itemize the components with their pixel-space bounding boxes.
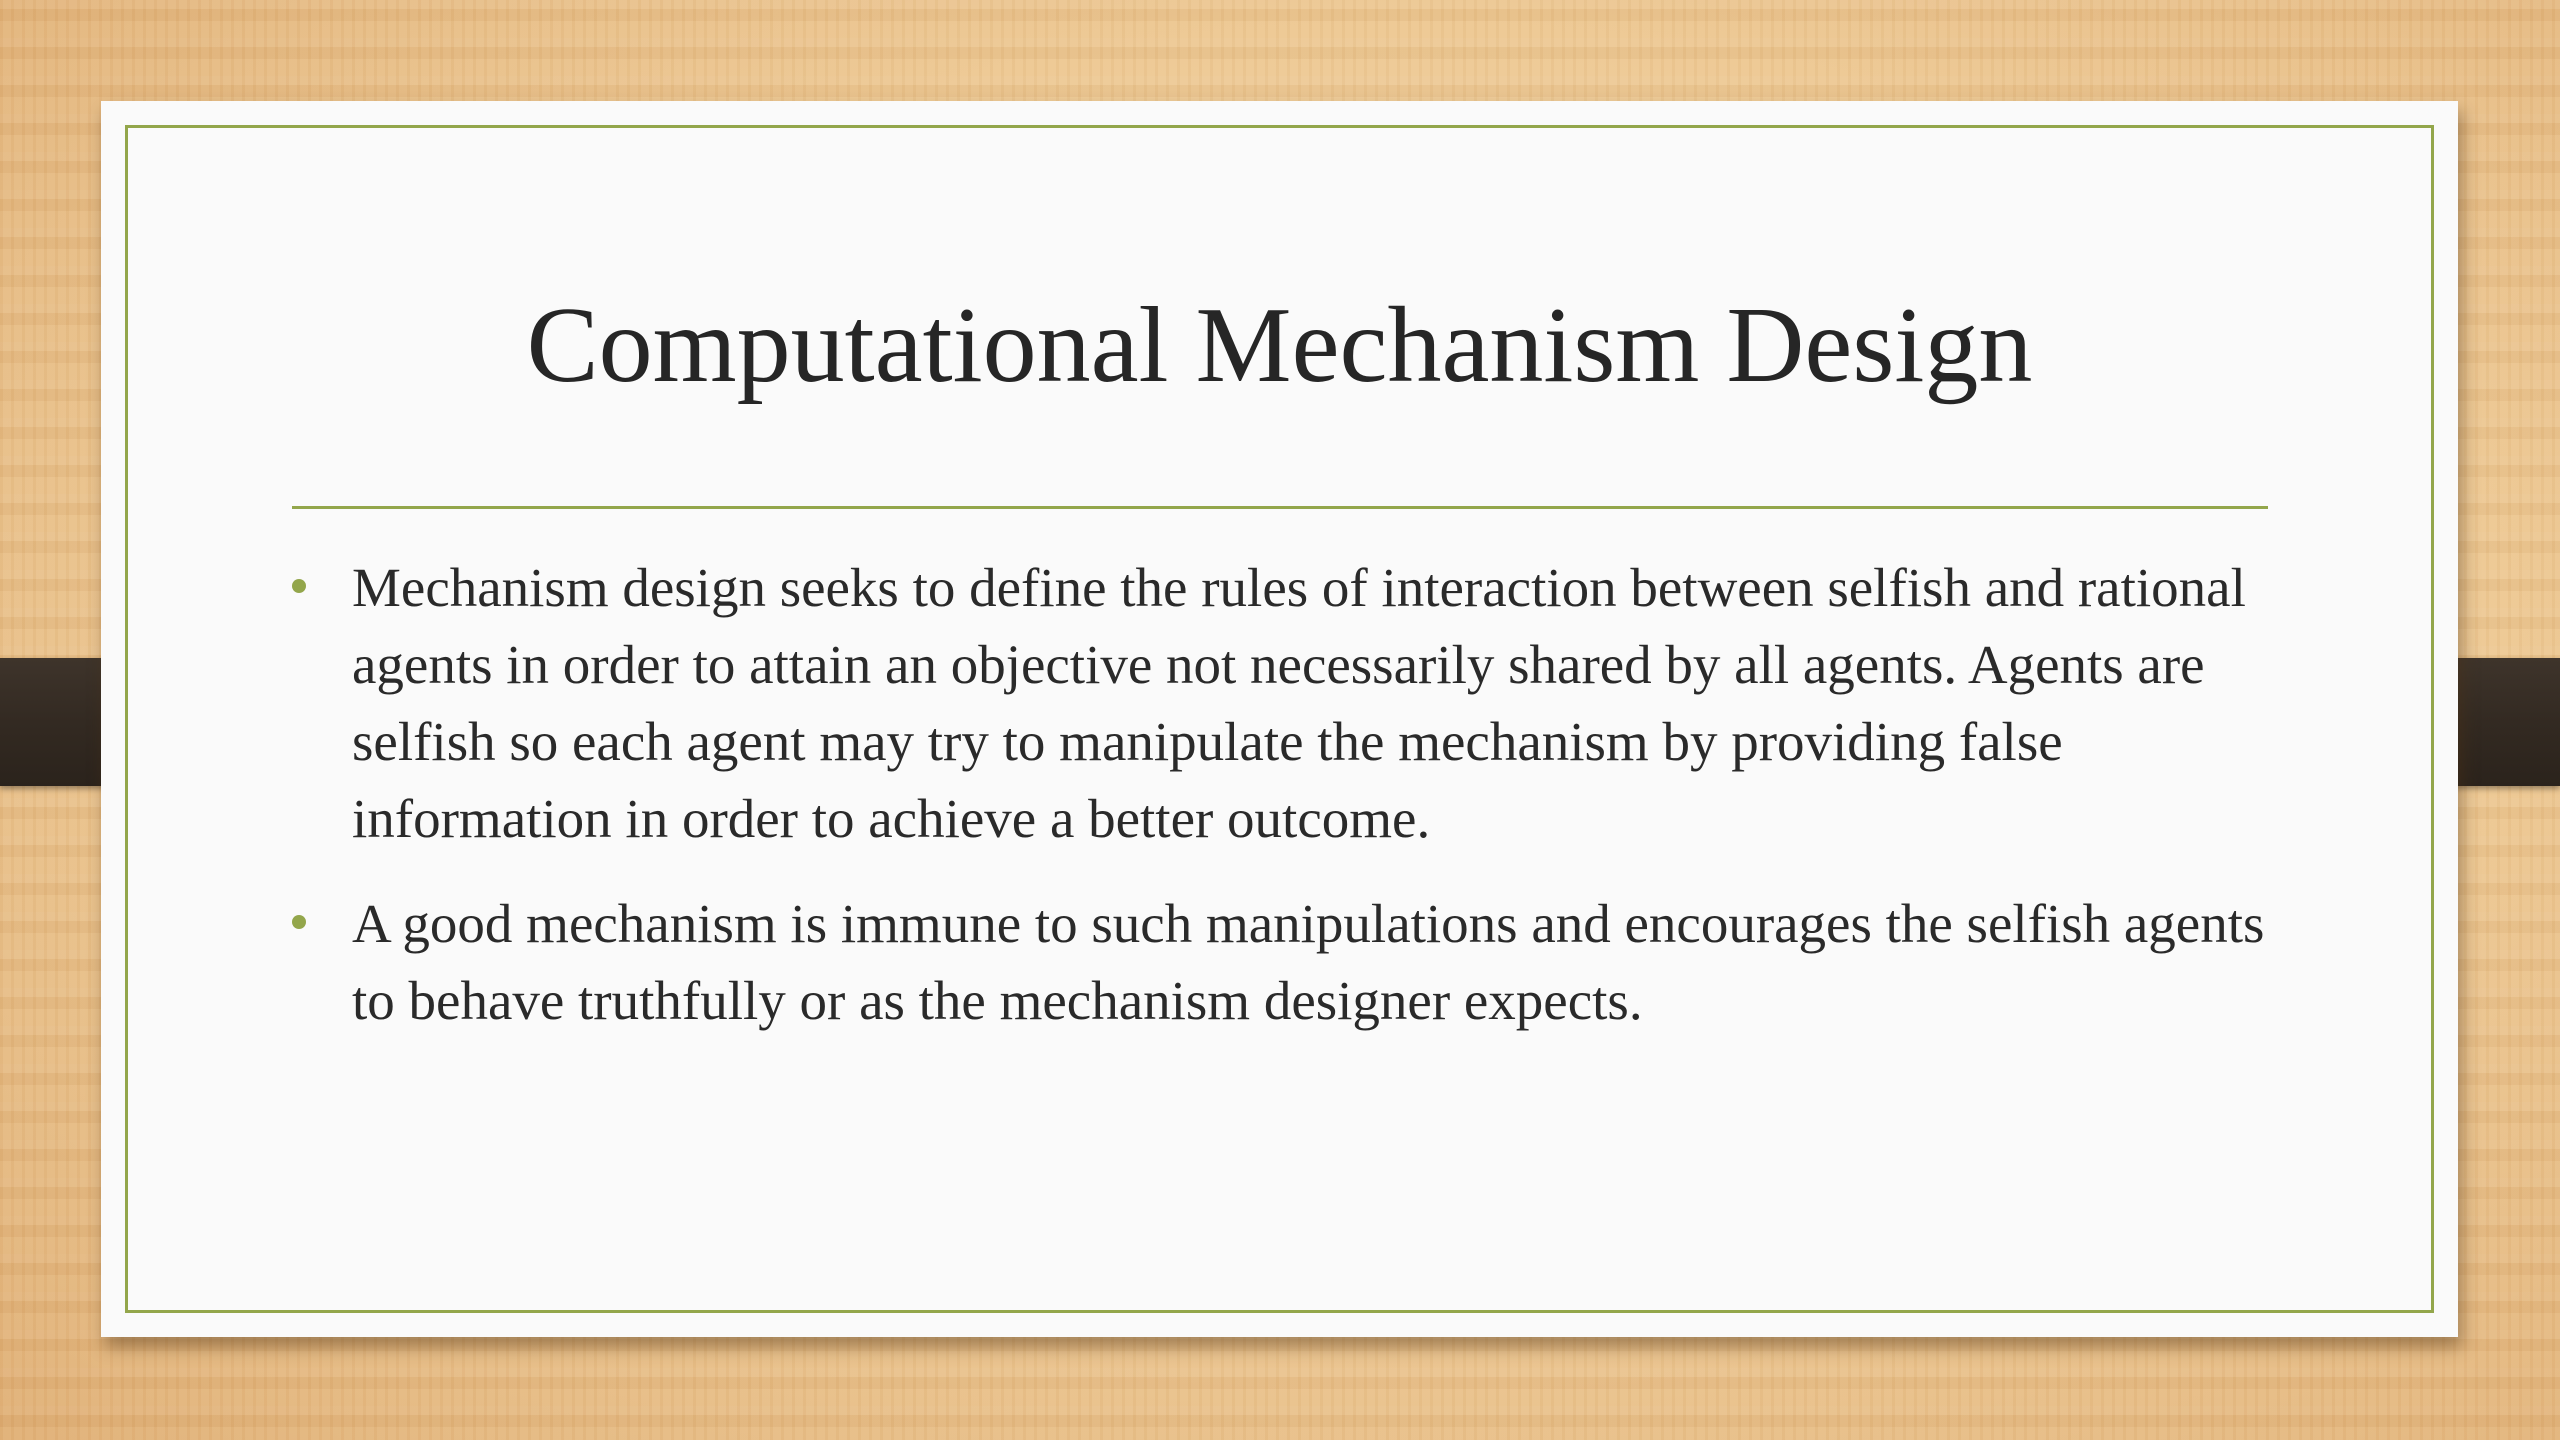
slide-paper: [101, 101, 2458, 1337]
bullet-dot-icon: [292, 915, 306, 929]
bullet-text: A good mechanism is immune to such manipulations and encourages the selfish agents to behave truthfully or as the mechanism designer expects.: [352, 893, 2265, 1031]
bullet-text: Mechanism design seeks to define the rules of interaction between selfish and rational agents in order to attain an objective not necessarily shared by all agents. Agents are selfish so each agent may try to manipulate the mechanism by providing false information in order to achieve a better outcome.: [352, 557, 2246, 849]
bullet-list: [292, 549, 2292, 1067]
bullet-item: [292, 549, 2292, 857]
title-divider: [292, 506, 2268, 509]
slide-title: Computational Mechanism Design: [526, 286, 2033, 405]
bullet-dot-icon: [292, 579, 306, 593]
bullet-item: [292, 885, 2292, 1039]
